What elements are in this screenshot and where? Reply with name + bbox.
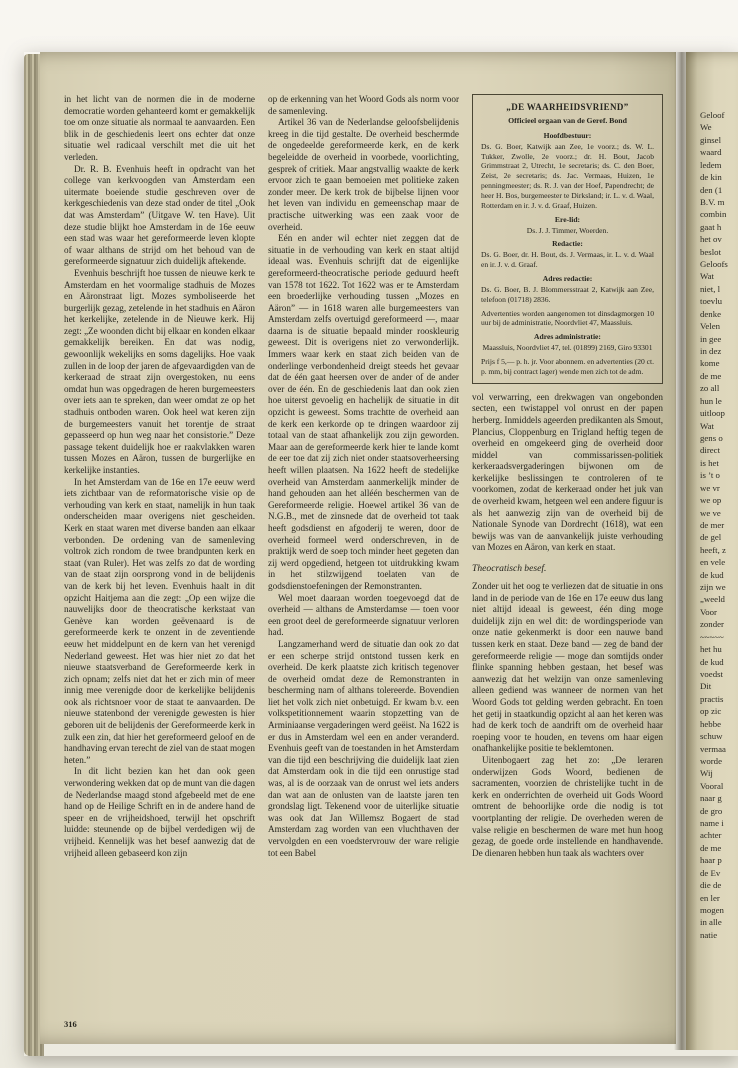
text-column-2: op de erkenning van het Woord Gods als norm voor de samenleving. Artikel 36 van de Nederlandse geloofsbelijdenis kreeg in die tijd gestalte. De overheid beschermde de ongedeelde gereformeerde kerk, en de kerk begeleidde de overheid in voorbede, voorlichting, gesprek of critiek. Maar angstvallig waakte de kerk ervoor zich te gaan bemoeien met politieke zaken zonder meer. De kerk trok de bijbelse lijnen voor het leven van individu en gemeenschap maar de practische uitwerking was een zaak voor de overheid. Eén en ander wil echter niet zeggen dat de situatie in de verhouding van kerk en staat altijd ideaal was. Evenhuis schrijft dat de eigenlijke gereformeerd-theocratische periode geduurd heeft van 1578 tot 1622. Tot 1622 was er te Amsterdam een broederlijke verhouding tussen „Mozes en Aäron” — in 1618 waren alle burgemeesters van Amsterdam zelfs overtuigd gereformeerd —, maar daarna is de situatie bepaald minder rooskleurig geweest. Dit is overigens niet zo verwonderlijk. Immers waar kerk en staat zich beiden van de onderlinge verbondenheid dreigt steeds het gevaar dat de één gaat heersen over de ander of de ander over de één. En de geschiedenis laat dan ook zien hoe uiterst gevoelig en hachelijk de situatie in dit opzicht is geweest. Soms trachtte de overheid aan de kerk een kerkorde op te dringen waardoor zij totaal van de staat afhankelijk zou zijn geworden. Maar aan de gereformeerde kerk hier te lande komt de eer toe dat zij zich niet onder staatsoverheersing heeft willen plaatsen. Na 1622 heeft de stedelijke overheid van Amsterdam aanmerkelijk minder de hand gehouden aan het alléén beschermen van de Gereformeerde religie. Hoewel artikel 36 van de N.G.B., met de zinsnede dat de overheid tot taak heeft godsdienst en afgoderij te weren, door de overheid formeel werd onderschreven, in de praktijk werd de soep toch minder heet gegeten dan zij werd opgediend, hetgeen tot uitdrukking kwam in het stilzwijgend toelaten van de godsdienstoefeningen der Remonstranten. Wel moet daaraan worden toegevoegd dat de overheid — althans de Amsterdamse — toen voor een groot deel de gereformeerde signatuur verloren had. Langzamerhand werd de situatie dan ook zo dat er een scherpe strijd ontstond tussen kerk en overheid. De kerk plaatste zich kritisch tegenover de overheid omdat deze de Remonstranten in bescherming nam of althans tolereerde. Bovendien liet het volk zich niet onbetuigd. Er kwam b.v. een volkspetitionnement waarin stopzetting van de Arminiaanse vergaderingen werd geëist. Na 1622 is er dus in Amsterdam wel een en ander veranderd. Evenhuis geeft van de toestanden in het Amsterdam van die tijd een beschrijving die duidelijk laat zien dat Amsterdam ook in die tijd een onrustige stad was, al is de oorzaak van de onrust wel iets anders dan wat aan de onlusten van de laatste jaren ten grondslag ligt. Tekenend voor de uiterlijke situatie was ook dat Jan Willemsz Bogaert de stad Amsterdam zag worden van een vluchthaven der vervolgden en een voedstervrouw der ware religie tot een Babel (268, 94, 459, 858)
text-column-1: in het licht van de normen die in de moderne democratie worden gehanteerd komt er gemakkelijk toe om onze situatie als normaal te aanvaarden. Een blik in de geschiedenis leert ons echter dat onze situatie wel radicaal verschilt met die uit het verleden. Dr. R. B. Evenhuis heeft in opdracht van het college van kerkvoogden van Amsterdam een uitermate boeiende studie geschreven over de kerkgeschiedenis van deze stad onder de titel „Ook dat was Amsterdam” (Uitgave W. ten Have). Uit deze studie blijkt hoe Amsterdam in de 16e eeuw een stad was waar het gereformeerde leven klopte of waar althans de strijd om het behoud van de gereformeerde signatuur zich duidelijk aftekende. Evenhuis beschrijft hoe tussen de nieuwe kerk te Amsterdam en het voormalige stadhuis de Mozes en Aäronstraat ligt. Mozes symboliseerde het burgerlijk gezag, zetelende in het stadhuis en Aäron het kerkelijke, zetelende in de Nieuwe kerk. Hij zegt: „Ze woonden dicht bij elkaar en konden elkaar gemakkelijk bereiken. En dat was nodig, gewoonlijk wekelijks en soms dagelijks. Hoe vaak zullen in de loop der jaren de afgevaardigden van de kerkeraad de straat zijn overgestoken, nu eens omdat hun was opgedragen de heren burgemeesters over iets aan te spreken, dan weer omdat ze op het stadhuis ontboden waren. Ook heel wat keren zijn de burgemeesters vanuit het torentje de straat gepasseerd op hun weg naar het consistorie.” Deze passage tekent duidelijk hoe er raakvlakken waren tussen Mozes en Aäron, tussen de burgerlijke en kerkelijke instanties. In het Amsterdam van de 16e en 17e eeuw werd iets zichtbaar van de reformatorische visie op de verhouding van kerk en staat, namelijk in hun taak onderscheiden maar overigens niet gescheiden. Kerk en staat waren met diverse banden aan elkaar verbonden. De ordening van de samenleving voltrok zich rondom de twee brandpunten kerk en staat (van Ruler). Het was zelfs zo dat de wording van de staat zijn oorsprong vond in de belijdenis van de kerk bij het leven. Evenhuis haalt in dit opzicht Haitjema aan die zegt: „Op een wijze die nauwelijks door de theocratische kerkstaat van Genève kan worden geëvenaard is de gereformeerde kerk te onzent in de zeventiende eeuw het middelpunt en de kern van het verenigd Nederland geweest. Het was hier niet zo dat het nieuwe staatsverband de Gereformeerde kerk in zich opnam; zelfs niet dat het er zich min of meer innig mee verenigde door de kerkelijke belijdenis ook als richtsnoer voor de staat te aanvaarden. De nieuwe statenbond der verenigde gewesten is hier geboren uit de belijdenis der Gereformeerde kerk in zulk een zin, dat hier het gereformeerd geloof en de handhaving ervan terecht de ziel van de staat mogen heten.” In dit licht bezien kan het dan ook geen verwondering wekken dat op de munt van die dagen de Nederlandse maagd stond afgebeeld met de ene hand op de Heilige Schrift en in de andere hand de speer en de vrijheidshoed, terwijl het opschrift luidde: steunende op de bijbel verdedigen wij de vrijheid. Kennelijk was het besef aanwezig dat de vrijheid alleen gebaseerd kon zijn (64, 94, 255, 858)
book (24, 52, 738, 1056)
redactie-label: Redactie: (552, 239, 583, 249)
text-column-3-top: vol verwarring, een drekwagen van ongebonden secten, een twistappel vol onrust en der papen herberg. Inmiddels ageerden predikanten als Smout, Plancius, Cloppenburg en Trigland heftig tegen de overheid en omgekeerd ging de overheid door middel van commissarissen-politiek kerkeraadsvergaderingen bijwonen om de kerkelijke beslissingen te controleren of te voorkomen, zodat de kerkeraad onder het juk van de overheid kwam, hetgeen wel een andere figuur is als het aanwezig zijn van de overheid bij de Nationale Synode van Dordrecht (1618), wat een bewijs was van de aanvankelijk juiste verhouding van Mozes en Aäron, van kerk en staat. (472, 391, 663, 553)
page-number: 316 (64, 1019, 77, 1029)
text-column-3-bottom: Zonder uit het oog te verliezen dat de situatie in ons land in de periode van de 16e en 17e eeuw dus lang niet altijd ideaal is geweest, één ding moge duidelijk zijn en wel dit: de wordingsperiode van onze natie gekenmerkt is door een nauwe band tussen kerk en staat. Deze band — zeg de band der gereformeerde religie — moge dan somtijds onder flinke spanning hebben gestaan, het besef was aanwezig dat het welzijn van onze samenleving alleen gediend was wanneer de normen van het Woord Gods tot gelding werden gebracht. En toen het getij in staatkundig opzicht al aan het keren was had de kerk toch de aandrift om de overheid haar roeping voor te houden, en tevens om haar eigen onafhankelijke positie te beklemtonen. Uitenbogaert zag het zo: „De leraren onderwijzen Gods Woord, bedienen de sacramenten, voorzien de christelijke tucht in de kerk en onderrichten de overheid uit Gods Woord omtrent de behoorlijke orde die nodig is tot voortplanting der religie. De overheden weren de valse religie en beschermen de ware met hun hoog gezag, de goede orde instellende en handhavende. De dienaren hebben hun taak als wachters over (472, 581, 663, 858)
adres-administratie-label: Adres administratie: (534, 332, 601, 342)
erelid-name: Ds. J. J. Timmer, Woerden. (526, 225, 609, 235)
text-column-3 (472, 94, 663, 1008)
hoofdbestuur-label: Hoofdbestuur: (543, 130, 592, 140)
magazine-page-right (686, 52, 738, 1050)
hoofdbestuur-names: Ds. G. Boer, Katwijk aan Zee, 1e voorz.; ds. W. L. Tukker, Zwolle, 2e voorz.; dr. H. Bout, Jacob Grimmstraat 2, Utrecht, 1e secretaris; ds. C. den Boer, Zeist, 2e secretaris; ds. Jac. Vermaas, Huizen, 1e penningmeester; ds. R. J. van der Hoef, Papendrecht; de heer H. Bos, burgemeester te Dirksland; ir. L. v. d. Waal, Rotterdam en ir. J. v. d. Graaf, Huizen. (481, 141, 654, 210)
erelid-label: Ere-lid: (554, 214, 581, 224)
redactie-names: Ds. G. Boer, dr. H. Bout, ds. J. Vermaas, ir. L. v. d. Waal en ir. J. v. d. Graaf. (481, 250, 654, 270)
prijs-info: Prijs f 5,— p. h. jr. Voor abonnem. en advertenties (20 ct. p. mm, bij contract lager) wende men zich tot de adm. (481, 357, 654, 376)
adres-administratie: Maassluis, Noordvliet 47, tel. (01899) 2169, Giro 93301 (482, 343, 653, 353)
page-content (64, 94, 663, 1008)
advertenties-note: Advertenties worden aangenomen tot dinsdagmorgen 10 uur bij de administratie, Noordvliet 47, Maassluis. (481, 308, 654, 328)
section-heading: Theocratisch besef. (472, 563, 547, 575)
masthead-box (472, 94, 663, 384)
magazine-page-left (40, 52, 676, 1044)
masthead-subtitle: Officieel orgaan van de Geref. Bond (508, 115, 627, 125)
adres-redactie: Ds. G. Boer, B. J. Blommersstraat 2, Katwijk aan Zee, telefoon (01718) 2836. (481, 284, 654, 304)
adres-redactie-label: Adres redactie: (542, 273, 593, 283)
right-page-text-fragments: Geloof We ginsel waard ledem de kin den (1 B.V. m combin gaat h het ov beslot Geloofs Wat niet, l toevlu denke Velen in gee in dez kome de me zo all hun le uitloop Wat gens o direct is het is ’t o we vr we op we ve de mer de gel heeft, z en vele de kud zijn we „weeld Voor zonder ~~~~~ het hu de kud voedst Dit practis op zic hebbe schuw vermaa worde Wij Vooral naar g de gro name i achter de me haar p de Ev die de en ler mogen in alle natie (700, 110, 728, 940)
masthead-title: „DE WAARHEIDSVRIEND” (506, 102, 629, 112)
